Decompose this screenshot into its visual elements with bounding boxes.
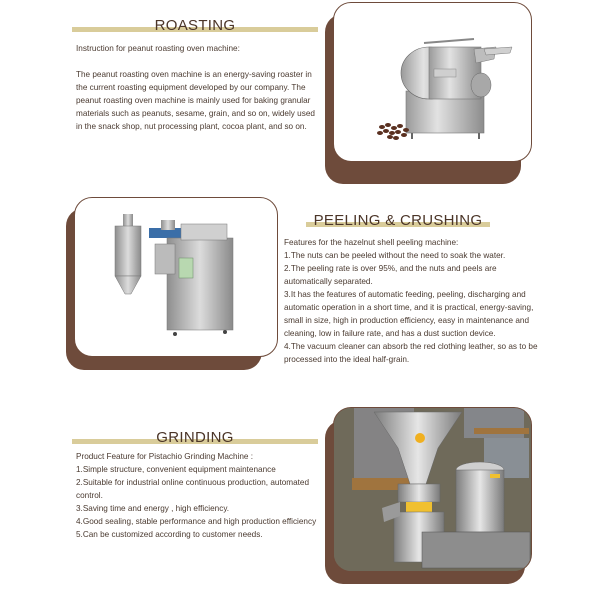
section-title-peeling (306, 205, 490, 231)
grinding-description (76, 450, 322, 541)
peeling-item-3: 3.It has the features of automatic feeding, peeling, discharging and automatic operation in a short time, and it is practical, energy-saving, small in size, high in production efficiency, easy in maintenance and cleaning, low in failure rate, and has a dust suction device. (284, 290, 534, 338)
section-title-grinding (72, 422, 318, 448)
grinding-item-1: 1.Simple structure, convenient equipment maintenance (76, 465, 276, 474)
peeling-intro: Features for the hazelnut shell peeling machine: (284, 238, 459, 247)
grinding-item-3: 3.Saving time and energy , high efficiency. (76, 504, 230, 513)
peeling-description (284, 236, 540, 366)
peeling-title: PEELING & CRUSHING (313, 212, 483, 229)
peeling-item-4: 4.The vacuum cleaner can absorb the red clothing leather, so as to be processed into the ideal half-grain. (284, 342, 538, 364)
peeling-item-1: 1.The nuts can be peeled without the need to soak the water. (284, 251, 506, 260)
grinding-title: GRINDING (156, 429, 234, 446)
grinding-intro: Product Feature for Pistachio Grinding Machine : (76, 452, 254, 461)
grinding-item-4: 4.Good sealing, stable performance and high production efficiency (76, 517, 317, 526)
peeling-machine-photo (74, 197, 278, 357)
grinding-item-2: 2.Suitable for industrial online continuous production, automated control. (76, 478, 310, 500)
roasting-description (76, 42, 322, 133)
roasting-intro: Instruction for peanut roasting oven machine: (76, 44, 240, 53)
grinding-item-5: 5.Can be customized according to customer needs. (76, 530, 263, 539)
section-title-roasting (72, 10, 318, 36)
roasting-title: ROASTING (154, 17, 236, 34)
peeling-item-2: 2.The peeling rate is over 95%, and the nuts and peels are automatically separated. (284, 264, 497, 286)
grinding-machine-icon (334, 408, 532, 572)
roasting-paragraph: The peanut roasting oven machine is an energy-saving roaster in the current roasting equipment developed by our company. The peanut roasting oven machine is mainly used for baking granular materials such as peanuts, sesame, grain, and so on, widely used in the snack shop, nut processing plant, cocoa plant, and so on. (76, 70, 315, 131)
roasting-machine-icon (334, 3, 532, 162)
peeling-machine-icon (75, 198, 278, 357)
roasting-machine-photo (333, 2, 532, 162)
grinding-machine-photo (333, 407, 532, 572)
